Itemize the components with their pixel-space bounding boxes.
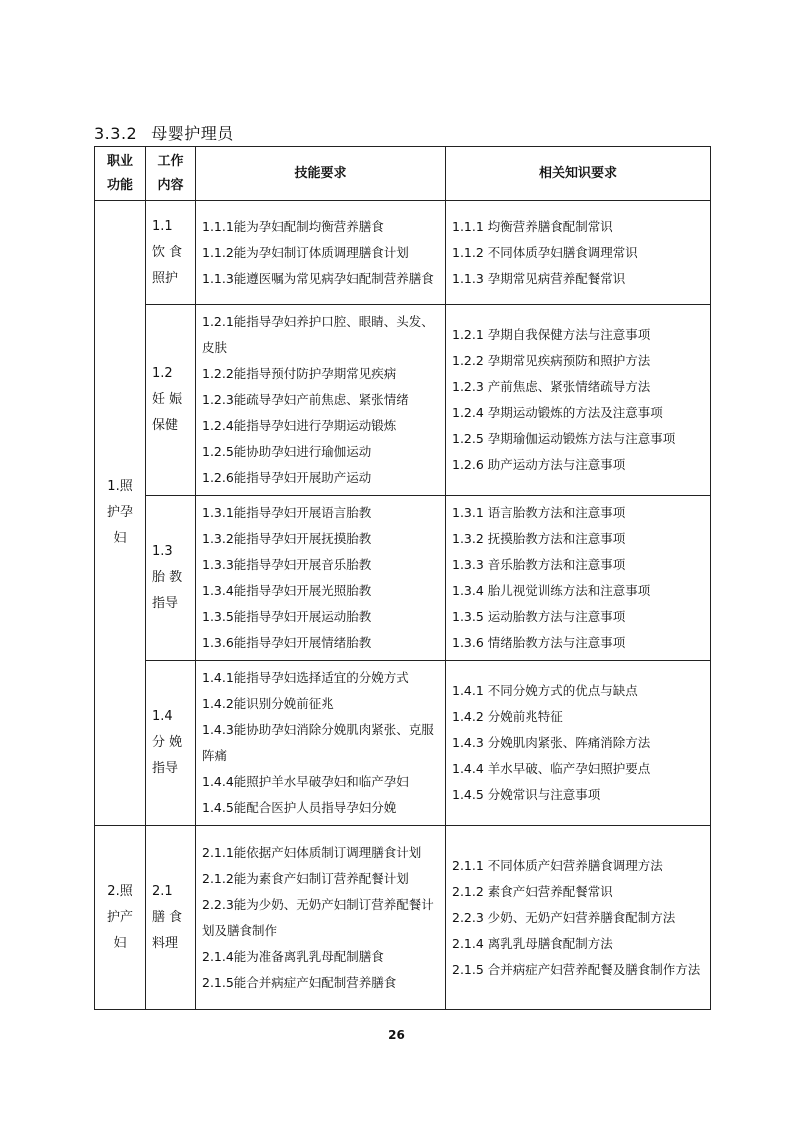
header-work-content: 工作 内容 xyxy=(146,147,196,201)
skill-cell: 2.1.1能依据产妇体质制订调理膳食计划 2.1.2能为素食产妇制订营养配餐计划 2.2.3能为少奶、无奶产妇制订营养配餐计划及膳食制作 2.1.4能为准备离乳乳母配制膳食 2.1.5能合并病症产妇配制营养膳食 xyxy=(196,826,446,1010)
header-function: 职业 功能 xyxy=(95,147,146,201)
table-row xyxy=(95,661,711,826)
work-content-cell: 2.1 膳 食 料理 xyxy=(146,826,196,1010)
skill-cell: 1.3.1能指导孕妇开展语言胎教 1.3.2能指导孕妇开展抚摸胎教 1.3.3能指导孕妇开展音乐胎教 1.3.4能指导孕妇开展光照胎教 1.3.5能指导孕妇开展运动胎教 1.3.6能指导孕妇开展情绪胎教 xyxy=(196,496,446,661)
section-heading xyxy=(94,121,234,144)
section-title: 母婴护理员 xyxy=(151,124,234,143)
knowledge-cell: 1.1.1 均衡营养膳食配制常识 1.1.2 不同体质孕妇膳食调理常识 1.1.3 孕期常见病营养配餐常识 xyxy=(446,201,711,305)
skill-cell: 1.2.1能指导孕妇养护口腔、眼睛、头发、皮肤 1.2.2能指导预付防护孕期常见疾病 1.2.3能疏导孕妇产前焦虑、紧张情绪 1.2.4能指导孕妇进行孕期运动锻炼 1.2.5能协助孕妇进行瑜伽运动 1.2.6能指导孕妇开展助产运动 xyxy=(196,305,446,496)
header-skill: 技能要求 xyxy=(196,147,446,201)
work-content-cell: 1.2 妊 娠 保健 xyxy=(146,305,196,496)
page-number: 26 xyxy=(388,1028,405,1042)
category-cell: 1.照 护孕 妇 xyxy=(95,201,146,826)
work-content-cell: 1.3 胎 教 指导 xyxy=(146,496,196,661)
section-number: 3.3.2 xyxy=(94,124,138,143)
category-cell: 2.照 护产 妇 xyxy=(95,826,146,1010)
knowledge-cell: 1.2.1 孕期自我保健方法与注意事项 1.2.2 孕期常见疾病预防和照护方法 1.2.3 产前焦虑、紧张情绪疏导方法 1.2.4 孕期运动锻炼的方法及注意事项 1.2.5 孕期瑜伽运动锻炼方法与注意事项 1.2.6 助产运动方法与注意事项 xyxy=(446,305,711,496)
table-row xyxy=(95,201,711,305)
table-row xyxy=(95,826,711,1010)
knowledge-cell: 2.1.1 不同体质产妇营养膳食调理方法 2.1.2 素食产妇营养配餐常识 2.2.3 少奶、无奶产妇营养膳食配制方法 2.1.4 离乳乳母膳食配制方法 2.1.5 合并病症产妇营养配餐及膳食制作方法 xyxy=(446,826,711,1010)
table-row xyxy=(95,305,711,496)
skill-cell: 1.1.1能为孕妇配制均衡营养膳食 1.1.2能为孕妇制订体质调理膳食计划 1.1.3能遵医嘱为常见病孕妇配制营养膳食 xyxy=(196,201,446,305)
work-content-cell: 1.1 饮 食 照护 xyxy=(146,201,196,305)
header-knowledge: 相关知识要求 xyxy=(446,147,711,201)
knowledge-cell: 1.4.1 不同分娩方式的优点与缺点 1.4.2 分娩前兆特征 1.4.3 分娩肌肉紧张、阵痛消除方法 1.4.4 羊水早破、临产孕妇照护要点 1.4.5 分娩常识与注意事项 xyxy=(446,661,711,826)
table-row xyxy=(95,496,711,661)
work-content-cell: 1.4 分 娩 指导 xyxy=(146,661,196,826)
skill-cell: 1.4.1能指导孕妇选择适宜的分娩方式 1.4.2能识别分娩前征兆 1.4.3能协助孕妇消除分娩肌肉紧张、克服阵痛 1.4.4能照护羊水早破孕妇和临产孕妇 1.4.5能配合医护人员指导孕妇分娩 xyxy=(196,661,446,826)
skills-table xyxy=(94,146,711,1010)
knowledge-cell: 1.3.1 语言胎教方法和注意事项 1.3.2 抚摸胎教方法和注意事项 1.3.3 音乐胎教方法和注意事项 1.3.4 胎儿视觉训练方法和注意事项 1.3.5 运动胎教方法与注意事项 1.3.6 情绪胎教方法与注意事项 xyxy=(446,496,711,661)
